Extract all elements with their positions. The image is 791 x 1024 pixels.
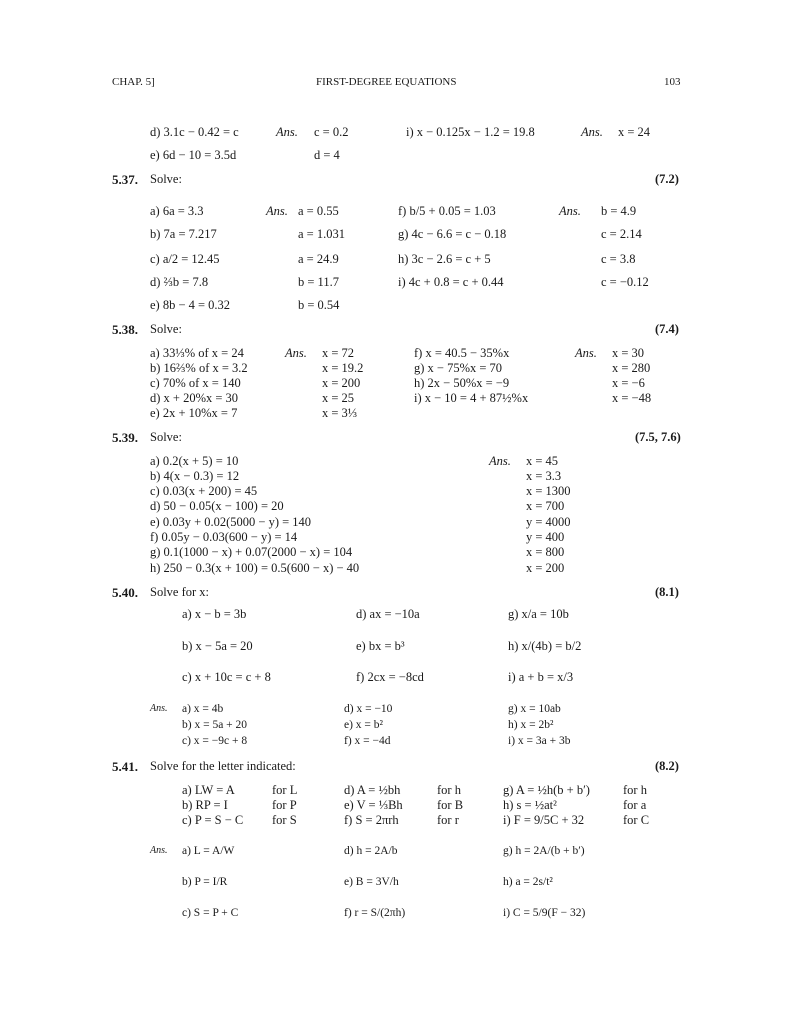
answer-g: x = 280 (612, 361, 651, 375)
problem-a: a) 6a = 3.3 (150, 204, 204, 218)
answer-g: c = 2.14 (601, 227, 642, 241)
ans-label: Ans. (150, 703, 168, 714)
problem-i: i) F = 9/5C + 32 (503, 813, 585, 827)
ans-label: Ans. (150, 845, 168, 856)
for-d: for h (437, 783, 461, 797)
cont-problem-e: e) 6d − 10 = 3.5d (150, 148, 237, 162)
problem-c: c) x + 10c = c + 8 (182, 670, 271, 684)
answer-f: x = 30 (612, 346, 645, 360)
problem-instruction: Solve: (150, 430, 182, 444)
problem-b: b) 16⅔% of x = 3.2 (150, 361, 248, 375)
for-i: for C (623, 813, 650, 827)
answer-c: x = 200 (322, 376, 361, 390)
problem-d: d) 50 − 0.05(x − 100) = 20 (150, 499, 284, 513)
problem-d: d) ⅔b = 7.8 (150, 275, 209, 289)
section-reference: (7.2) (655, 172, 679, 186)
problem-f: f) x = 40.5 − 35%x (414, 346, 510, 360)
problem-e: e) 0.03y + 0.02(5000 − y) = 140 (150, 515, 312, 529)
problem-h: h) 3c − 2.6 = c + 5 (398, 252, 491, 266)
section-reference: (8.1) (655, 585, 679, 599)
cont-answer-d: c = 0.2 (314, 125, 349, 139)
problem-instruction: Solve for the letter indicated: (150, 759, 296, 773)
section-reference: (8.2) (655, 759, 679, 773)
answer-b: b) P = I/R (182, 876, 228, 888)
cont-answer-e: d = 4 (314, 148, 340, 162)
header-chapter: CHAP. 5] (112, 76, 155, 88)
ans-label: Ans. (581, 125, 603, 139)
answer-i: i) C = 5/9(F − 32) (503, 907, 586, 919)
answer-e: e) x = b² (344, 719, 383, 731)
answer-e: x = 3⅓ (322, 406, 358, 420)
problem-i: i) x − 10 = 4 + 87½%x (414, 391, 529, 405)
problem-number: 5.40. (112, 585, 138, 600)
answer-f: f) r = S/(2πh) (344, 907, 406, 919)
problem-c: c) a/2 = 12.45 (150, 252, 220, 266)
ans-label: Ans. (575, 346, 597, 360)
answer-g: g) h = 2A/(b + b′) (503, 845, 585, 857)
problem-number: 5.38. (112, 322, 138, 337)
problem-f: f) 2cx = −8cd (356, 670, 424, 684)
answer-a: a = 0.55 (298, 204, 339, 218)
answer-e: e) B = 3V/h (344, 876, 399, 888)
cont-answer-i: x = 24 (618, 125, 651, 139)
problem-f: f) S = 2πrh (344, 813, 399, 827)
answer-b: x = 3.3 (526, 469, 562, 483)
problem-instruction: Solve: (150, 172, 182, 186)
problem-b: b) RP = I (182, 798, 228, 812)
answer-a: x = 72 (322, 346, 355, 360)
section-reference: (7.4) (655, 322, 679, 336)
problem-e: e) V = ⅓Bh (344, 798, 403, 812)
answer-h: x = −6 (612, 376, 645, 390)
problem-e: e) 8b − 4 = 0.32 (150, 298, 231, 312)
problem-number: 5.37. (112, 172, 138, 187)
for-c: for S (272, 813, 297, 827)
problem-h: h) s = ½at² (503, 798, 557, 812)
answer-d: d) x = −10 (344, 703, 393, 715)
answer-c: a = 24.9 (298, 252, 339, 266)
problem-h: h) x/(4b) = b/2 (508, 639, 582, 653)
problem-d: d) A = ½bh (344, 783, 401, 797)
answer-h: h) x = 2b² (508, 719, 554, 731)
answer-a: a) x = 4b (182, 703, 224, 715)
problem-f: f) b/5 + 0.05 = 1.03 (398, 204, 496, 218)
for-b: for P (272, 798, 297, 812)
for-e: for B (437, 798, 464, 812)
problem-h: h) 250 − 0.3(x + 100) = 0.5(600 − x) − 40 (150, 561, 360, 575)
answer-d: x = 700 (526, 499, 565, 513)
section-reference: (7.5, 7.6) (635, 430, 681, 444)
answer-g: x = 800 (526, 545, 565, 559)
problem-c: c) 0.03(x + 200) = 45 (150, 484, 258, 498)
answer-i: i) x = 3a + 3b (508, 735, 571, 747)
problem-g: g) 4c − 6.6 = c − 0.18 (398, 227, 507, 241)
answer-c: c) x = −9c + 8 (182, 735, 248, 747)
answer-a: a) L = A/W (182, 845, 235, 857)
answer-f: f) x = −4d (344, 735, 391, 747)
problem-a: a) x − b = 3b (182, 607, 247, 621)
for-a: for L (272, 783, 298, 797)
problem-d: d) ax = −10a (356, 607, 420, 621)
answer-c: c) S = P + C (182, 907, 239, 919)
answer-d: x = 25 (322, 391, 355, 405)
problem-instruction: Solve for x: (150, 585, 210, 599)
ans-label: Ans. (266, 204, 288, 218)
answer-d: d) h = 2A/b (344, 845, 398, 857)
answer-h: h) a = 2s/t² (503, 876, 553, 888)
problem-f: f) 0.05y − 0.03(600 − y) = 14 (150, 530, 298, 544)
ans-label: Ans. (489, 454, 511, 468)
problem-g: g) x − 75%x = 70 (414, 361, 503, 375)
problem-b: b) 4(x − 0.3) = 12 (150, 469, 240, 483)
problem-c: c) 70% of x = 140 (150, 376, 241, 390)
problem-d: d) x + 20%x = 30 (150, 391, 239, 405)
problem-a: a) 0.2(x + 5) = 10 (150, 454, 239, 468)
problem-i: i) 4c + 0.8 = c + 0.44 (398, 275, 504, 289)
ans-label: Ans. (559, 204, 581, 218)
answer-i: x = −48 (612, 391, 652, 405)
problem-number: 5.41. (112, 759, 138, 774)
answer-f: b = 4.9 (601, 204, 637, 218)
header-page-number: 103 (664, 76, 681, 88)
for-g: for h (623, 783, 647, 797)
for-h: for a (623, 798, 647, 812)
ans-label: Ans. (285, 346, 307, 360)
answer-b: b) x = 5a + 20 (182, 719, 248, 731)
answer-b: x = 19.2 (322, 361, 364, 375)
problem-g: g) A = ½h(b + b′) (503, 783, 590, 797)
cont-problem-i: i) x − 0.125x − 1.2 = 19.8 (406, 125, 535, 139)
problem-number: 5.39. (112, 430, 138, 445)
answer-f: y = 400 (526, 530, 565, 544)
answer-e: y = 4000 (526, 515, 571, 529)
problem-c: c) P = S − C (182, 813, 244, 827)
answer-c: x = 1300 (526, 484, 571, 498)
answer-a: x = 45 (526, 454, 559, 468)
ans-label: Ans. (276, 125, 298, 139)
problem-b: b) 7a = 7.217 (150, 227, 217, 241)
answer-d: b = 11.7 (298, 275, 339, 289)
problem-h: h) 2x − 50%x = −9 (414, 376, 510, 390)
problem-g: g) x/a = 10b (508, 607, 569, 621)
answer-h: c = 3.8 (601, 252, 636, 266)
answer-h: x = 200 (526, 561, 565, 575)
answer-b: a = 1.031 (298, 227, 345, 241)
problem-a: a) 33⅓% of x = 24 (150, 346, 244, 360)
problem-g: g) 0.1(1000 − x) + 0.07(2000 − x) = 104 (150, 545, 353, 559)
answer-g: g) x = 10ab (508, 703, 561, 715)
problem-instruction: Solve: (150, 322, 182, 336)
problem-i: i) a + b = x/3 (508, 670, 574, 684)
header-title: FIRST-DEGREE EQUATIONS (316, 76, 457, 88)
for-f: for r (437, 813, 459, 827)
problem-e: e) bx = b³ (356, 639, 405, 653)
answer-e: b = 0.54 (298, 298, 340, 312)
cont-problem-d: d) 3.1c − 0.42 = c (150, 125, 239, 139)
problem-a: a) LW = A (182, 783, 235, 797)
answer-i: c = −0.12 (601, 275, 649, 289)
problem-b: b) x − 5a = 20 (182, 639, 253, 653)
problem-e: e) 2x + 10%x = 7 (150, 406, 238, 420)
